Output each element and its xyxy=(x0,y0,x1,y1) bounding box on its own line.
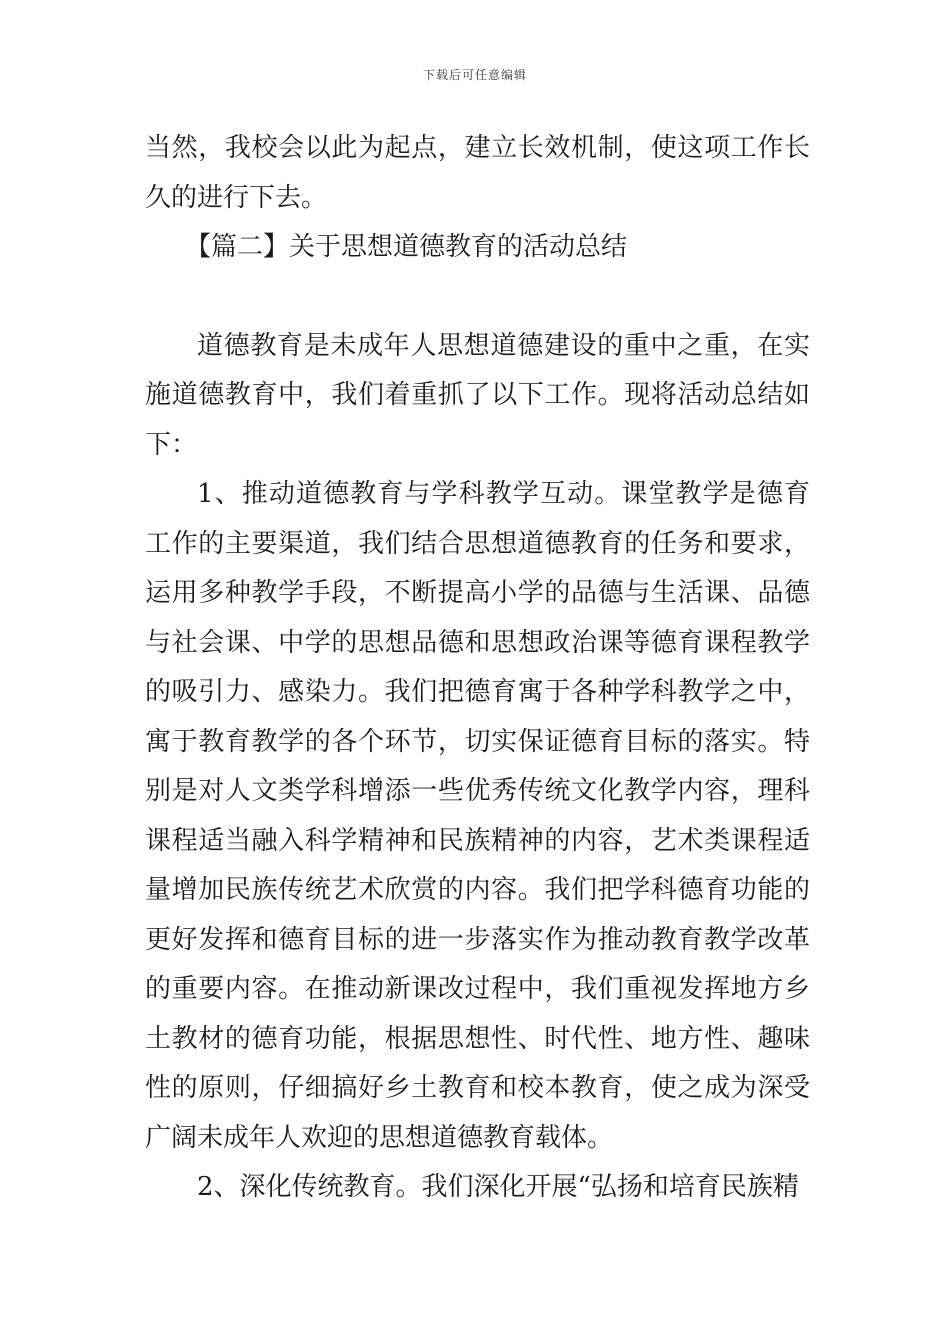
opening-paragraph: 当然，我校会以此为起点，建立长效机制，使这项工作长久的进行下去。 xyxy=(145,133,810,213)
document-body xyxy=(145,124,810,1213)
header-note: 下载后可任意编辑 xyxy=(422,68,527,82)
intro-paragraph: 道德教育是未成年人思想道德建设的重中之重，在实施道德教育中，我们着重抓了以下工作。现将活动总结如下： xyxy=(145,330,810,460)
section-heading: 【篇二】关于思想道德教育的活动总结 xyxy=(185,232,628,262)
point-2-paragraph: 2、深化传统教育。我们深化开展“弘扬和培育民族精 xyxy=(197,1172,799,1202)
point-1-paragraph: 1、推动道德教育与学科教学互动。课堂教学是德育工作的主要渠道，我们结合思想道德教育的任务和要求，运用多种教学手段，不断提高小学的品德与生活课、品德与社会课、中学的思想品德和思想政治课等德育课程教学的吸引力、感染力。我们把德育寓于各种学科教学之中，寓于教育教学的各个环节，切实保证德育目标的落实。特别是对人文类学科增添一些优秀传统文化教学内容，理科课程适当融入科学精神和民族精神的内容，艺术类课程适量增加民族传统艺术欣赏的内容。我们把学科德育功能的更好发挥和德育目标的进一步落实作为推动教育教学改革的重要内容。在推动新课改过程中，我们重视发挥地方乡土教材的德育功能，根据思想性、时代性、地方性、趣味性的原则，仔细搞好乡土教育和校本教育，使之成为深受广阔未成年人欢迎的思想道德教育载体。 xyxy=(145,479,810,1153)
